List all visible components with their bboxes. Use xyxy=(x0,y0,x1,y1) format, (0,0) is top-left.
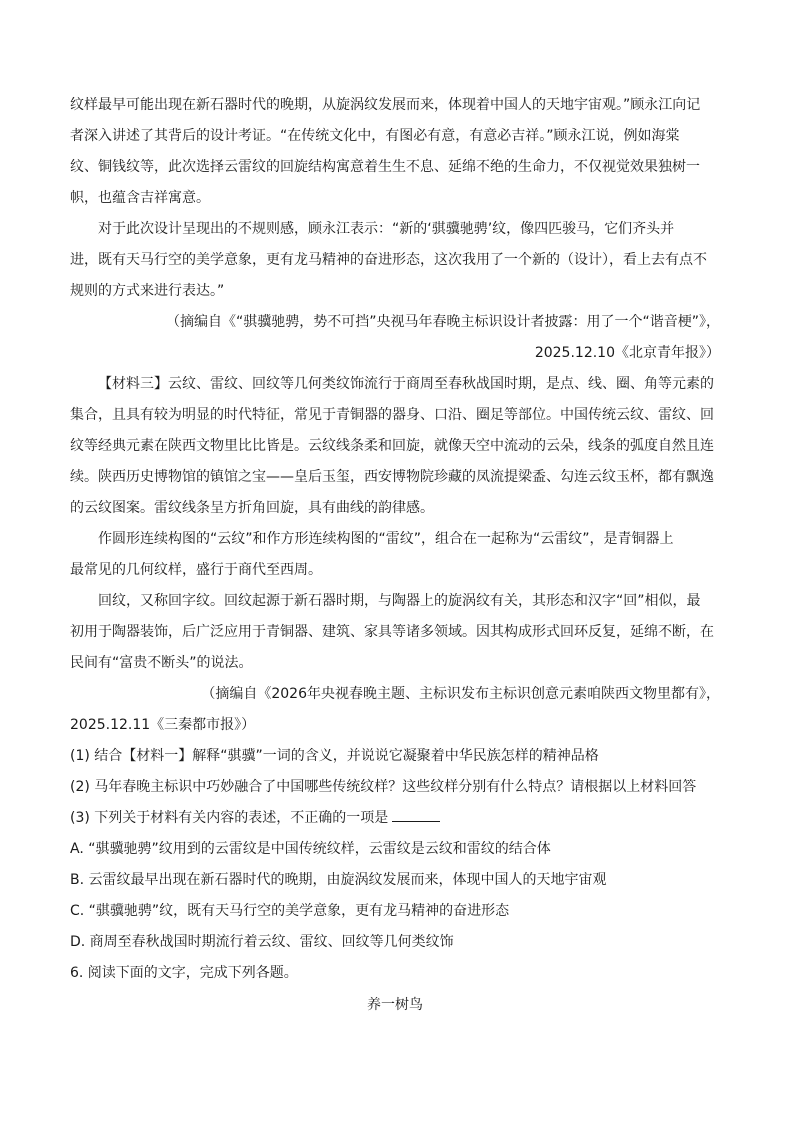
text-line: 回纹，又称回字纹。回纹起源于新石器时期，与陶器上的旋涡纹有关，其形态和汉字“回”相似，最 xyxy=(98,593,701,609)
section-6-title: 养一树鸟 xyxy=(367,997,423,1013)
section-6-instruction: 6. 阅读下面的文字，完成下列各题。 xyxy=(70,965,298,981)
text-line: 纹等经典元素在陕西文物里比比皆是。云纹线条柔和回旋，就像天空中流动的云朵，线条的弧度自然且连 xyxy=(70,438,714,454)
option-c: C. “骐骥驰骋”纹，既有天马行空的美学意象，更有龙马精神的奋进形态 xyxy=(70,903,510,919)
text-line: 续。陕西历史博物馆的镇馆之宝——皇后玉玺，西安博物院珍藏的凤流提梁盉、勾连云纹玉杯，都有飘逸 xyxy=(70,469,714,485)
text-line: 初用于陶器装饰，后广泛应用于青铜器、建筑、家具等诸多领域。因其构成形式回环反复，延绵不断，在 xyxy=(70,624,714,640)
citation-line: （摘编自《2026年央视春晚主题、主标识发布主标识创意元素咱陕西文物里都有》， xyxy=(201,686,720,702)
text-line: 者深入讲述了其背后的设计考证。“在传统文化中，有图必有意，有意必吉祥。”顾永江说，例如海棠 xyxy=(70,128,680,144)
material-3 xyxy=(70,373,720,519)
text-line: 纹、铜钱纹等，此次选择云雷纹的回旋结构寓意着生生不息、延绵不绝的生命力，不仅视觉效果独树一 xyxy=(70,159,700,175)
answer-blank xyxy=(392,807,440,822)
question-3 xyxy=(70,807,720,829)
text-line: 集合，且具有较为明显的时代特征，常见于青铜器的器身、口沿、圈足等部位。中国传统云纹、雷纹、回 xyxy=(70,407,714,423)
text-line: 帜，也蕴含吉祥寓意。 xyxy=(70,190,210,206)
paragraph-2 xyxy=(70,218,720,302)
text-line: 对于此次设计呈现出的不规则感，顾永江表示：“新的‘骐骥驰骋’纹，像四匹骏马，它们齐头并 xyxy=(98,221,675,237)
citation-line: 2025.12.10《北京青年报》） xyxy=(534,345,720,361)
question-list xyxy=(70,745,720,953)
question-1: (1) 结合【材料一】解释“骐骥”一词的含义，并说说它凝聚着中华民族怎样的精神品格 xyxy=(70,748,599,764)
paragraph-1 xyxy=(70,94,720,209)
option-b: B. 云雷纹最早出现在新石器时代的晚期，由旋涡纹发展而来，体现中国人的天地宇宙观 xyxy=(70,872,607,888)
citation-line: （摘编自《“骐骥驰骋，势不可挡”央视马年春晚主标识设计者披露：用了一个“谐音梗”》， xyxy=(165,314,720,330)
paragraph-3 xyxy=(70,528,720,581)
document-page xyxy=(70,94,720,1025)
question-2: (2) 马年春晚主标识中巧妙融合了中国哪些传统纹样？这些纹样分别有什么特点？请根据以上材料回答 xyxy=(70,779,697,795)
option-d: D. 商周至春秋战国时期流行着云纹、雷纹、回纹等几何类纹饰 xyxy=(70,934,454,950)
source-citation-1 xyxy=(70,311,720,364)
text-line: 民间有“富贵不断头”的说法。 xyxy=(70,655,253,671)
question-3-text: (3) 下列关于材料有关内容的表述，不正确的一项是 xyxy=(70,810,389,826)
text-line: 规则的方式来进行表达。” xyxy=(70,283,225,299)
option-a: A. “骐骥驰骋”纹用到的云雷纹是中国传统纹样，云雷纹是云纹和雷纹的结合体 xyxy=(70,841,551,857)
text-line: 的云纹图案。雷纹线条呈方折角回旋，具有曲线的韵律感。 xyxy=(70,500,434,516)
source-citation-2 xyxy=(70,683,720,736)
text-line: 进，既有天马行空的美学意象，更有龙马精神的奋进形态，这次我用了一个新的（设计），看上去有点不 xyxy=(70,252,707,268)
paragraph-4 xyxy=(70,590,720,674)
text-line: 作圆形连续构图的“云纹”和作方形连续构图的“雷纹”，组合在一起称为“云雷纹”，是青铜器上 xyxy=(98,531,674,547)
text-line: 最常见的几何纹样，盛行于商代至西周。 xyxy=(70,562,322,578)
text-line: 【材料三】云纹、雷纹、回纹等几何类纹饰流行于商周至春秋战国时期，是点、线、圈、角等元素的 xyxy=(98,376,714,392)
text-line: 纹样最早可能出现在新石器时代的晚期，从旋涡纹发展而来，体现着中国人的天地宇宙观。”顾永江向记 xyxy=(70,97,701,113)
citation-line: 2025.12.11《三秦都市报》） xyxy=(70,717,256,733)
